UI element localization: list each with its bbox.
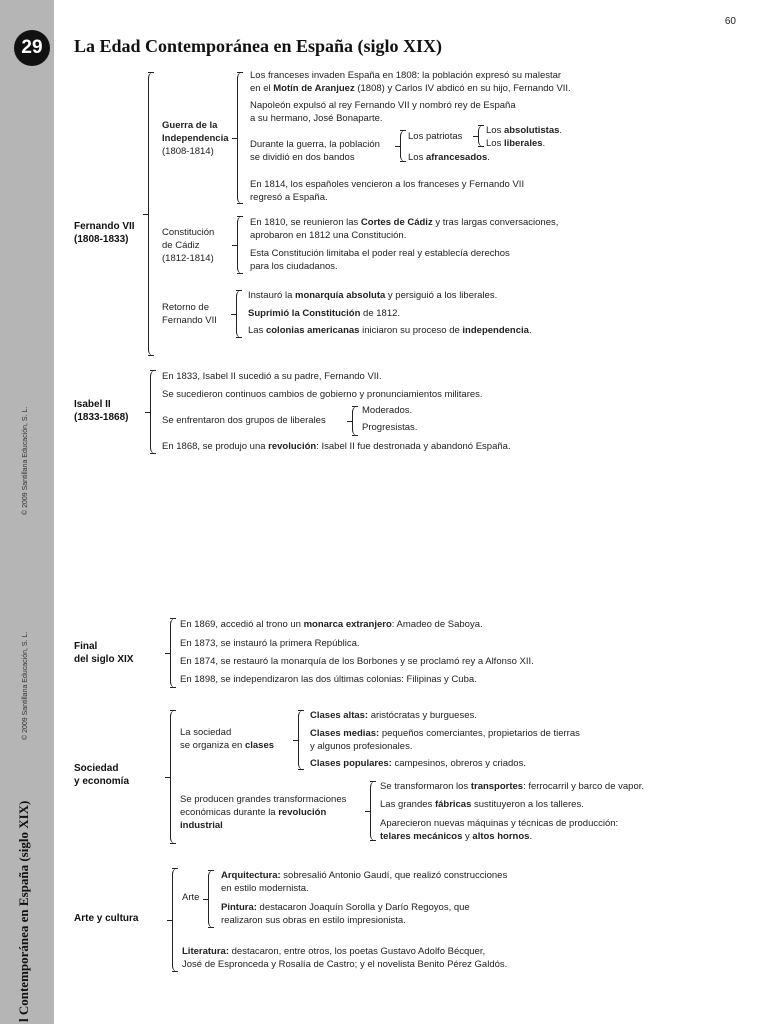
brace-final — [170, 618, 178, 688]
section-sociedad: Sociedad y economía — [74, 763, 130, 787]
brace-constitucion — [237, 216, 245, 274]
section-label: Fernando VII — [74, 221, 135, 232]
revolucion-item-1: Se transformaron los transportes: ferrocarril y barco de vapor. — [380, 781, 645, 792]
clases-altas: Clases altas: aristócratas y burgueses. — [310, 710, 477, 721]
sub-clases: La sociedad se organiza en clases — [180, 727, 275, 751]
retorno-item-1: Instauró la monarquía absoluta y persiguió a los liberales. — [248, 290, 498, 301]
retorno-item-3: Las colonias americanas iniciaron su proceso de independencia. — [248, 325, 532, 336]
brace-arte — [208, 870, 216, 928]
brace-clases — [298, 710, 306, 770]
sidebar-title: l Contemporánea en España (siglo XIX) — [16, 800, 31, 1022]
guerra-item-4: En 1814, los españoles vencieron a los franceses y Fernando VII regresó a España. — [250, 179, 525, 203]
arte-pintura: Pintura: destacaron Joaquín Sorolla y Darío Regoyos, que realizaron sus obras en estilo impresionista. — [221, 902, 470, 926]
final-item-3: En 1874, se restauró la monarquía de los Borbones y se proclamó rey a Alfonso XII. — [180, 656, 534, 667]
arte-literatura: Literatura: destacaron, entre otros, los poetas Gustavo Adolfo Bécquer, José de Espronceda y Rosalía de Castro; y el novelista Benito Pérez Galdós. — [182, 946, 508, 970]
brace-isabel — [150, 370, 158, 454]
revolucion-item-2: Las grandes fábricas sustituyeron a los talleres. — [380, 799, 584, 810]
sub-arte: Arte — [182, 892, 200, 903]
brace-retorno — [236, 290, 244, 338]
retorno-item-2: Suprimió la Constitución de 1812. — [248, 308, 401, 319]
page-number: 60 — [724, 16, 736, 27]
copyright-notice: © 2009 Santillana Educación, S. L. — [22, 406, 29, 515]
brace-guerra — [237, 72, 245, 204]
final-item-4: En 1898, se independizaron las dos últimas colonias: Filipinas y Cuba. — [180, 674, 477, 685]
section-fernando-vii — [74, 220, 135, 246]
isabel-item-4: En 1868, se produjo una revolución: Isabel II fue destronada y abandonó España. — [162, 441, 511, 452]
final-item-2: En 1873, se instauró la primera República. — [180, 638, 360, 649]
copyright-notice-2: © 2009 Santillana Educación, S. L. — [22, 631, 29, 740]
section-arte-cultura: Arte y cultura — [74, 913, 139, 924]
brace-revolucion — [370, 781, 378, 841]
grupo-progresistas: Progresistas. — [362, 422, 418, 433]
brace-liberales — [352, 406, 360, 436]
constitucion-item-2: Esta Constitución limitaba el poder real y establecía derechos para los ciudadanos. — [250, 248, 510, 272]
clases-populares: Clases populares: campesinos, obreros y criados. — [310, 758, 526, 769]
grupo-moderados: Moderados. — [362, 405, 413, 416]
section-dates: (1808-1833) — [74, 234, 129, 245]
unit-number-badge: 29 — [14, 30, 50, 66]
brace-patriotas — [478, 125, 486, 147]
page-title: La Edad Contemporánea en España (siglo XIX) — [74, 36, 443, 56]
constitucion-item-1: En 1810, se reunieron las Cortes de Cádiz y tras largas conversaciones, aprobaron en 1812 una Constitución. — [250, 217, 559, 241]
sub-constitucion: Constitución de Cádiz (1812-1814) — [162, 227, 215, 264]
clases-medias: Clases medias: pequeños comerciantes, propietarios de tierras y algunos profesionales. — [310, 728, 580, 752]
brace-fernando — [148, 72, 156, 356]
arte-arquitectura: Arquitectura: sobresalió Antonio Gaudí, que realizó construcciones en estilo modernista. — [221, 870, 508, 894]
bando-patriotas: Los patriotas — [408, 131, 463, 142]
guerra-item-1: Los franceses invaden España en 1808: la población expresó su malestar en el Motín de Aranjuez (1808) y Carlos IV abdicó en su hijo, Fernando VII. — [250, 70, 571, 94]
section-isabel-ii: Isabel II (1833-1868) — [74, 399, 129, 423]
revolucion-item-3: Aparecieron nuevas máquinas y técnicas de producción: telares mecánicos y altos hornos. — [380, 818, 619, 842]
sub-retorno: Retorno de Fernando VII — [162, 302, 217, 326]
guerra-item-2: Napoleón expulsó al rey Fernando VII y nombró rey de España a su hermano, José Bonaparte. — [250, 100, 516, 124]
isabel-item-1: En 1833, Isabel II sucedió a su padre, Fernando VII. — [162, 371, 382, 382]
guerra-item-3: Durante la guerra, la población se dividió en dos bandos — [250, 139, 380, 163]
grupo-liberales: Los liberales. — [486, 138, 546, 149]
grupo-absolutistas: Los absolutistas. — [486, 125, 563, 136]
bando-afrancesados: Los afrancesados. — [408, 152, 490, 163]
isabel-item-3: Se enfrentaron dos grupos de liberales — [162, 415, 326, 426]
final-item-1: En 1869, accedió al trono un monarca extranjero: Amadeo de Saboya. — [180, 619, 483, 630]
section-final-siglo: Final del siglo XIX — [74, 641, 134, 665]
brace-sociedad — [170, 710, 178, 844]
isabel-item-2: Se sucedieron continuos cambios de gobierno y pronunciamientos militares. — [162, 389, 483, 400]
sub-guerra: Guerra de la Independencia (1808-1814) — [162, 120, 229, 157]
brace-arte-cultura — [172, 868, 180, 972]
sub-revolucion: Se producen grandes transformaciones económicas durante la revolución industrial — [180, 794, 347, 831]
brace-bandos — [400, 130, 408, 162]
